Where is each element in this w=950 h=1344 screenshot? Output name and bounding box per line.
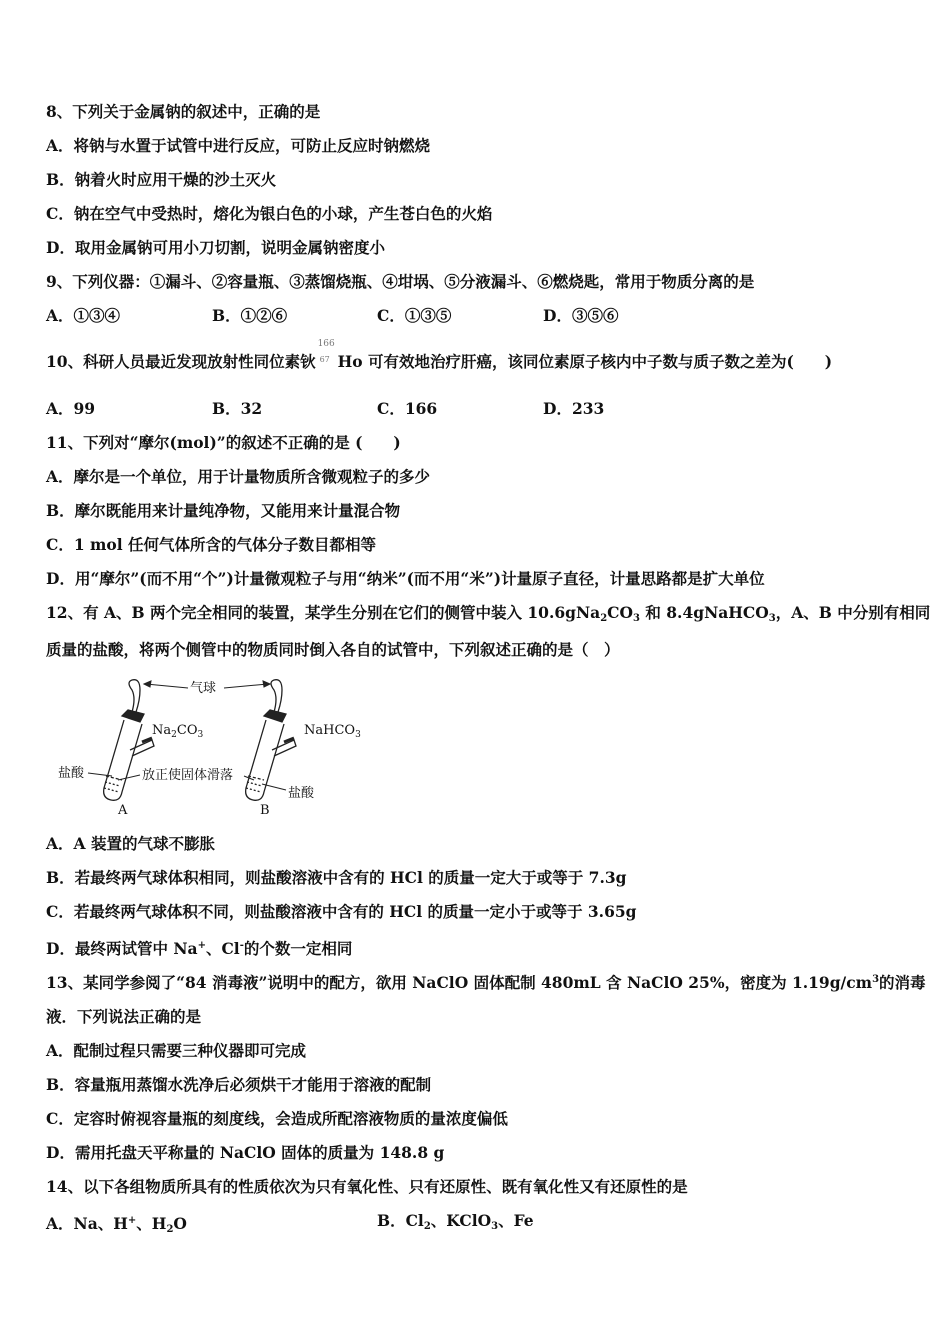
- na2co3-text-a: Na: [152, 723, 172, 738]
- q9-option-d: D．③⑤⑥: [543, 306, 619, 325]
- q12-option-d-text2: 、Cl: [205, 939, 240, 958]
- apparatus-label-a: A: [118, 803, 128, 818]
- q12-stem-sub1: 2: [600, 613, 608, 624]
- q14-option-a-sup: +: [127, 1215, 137, 1226]
- q14-option-b: [377, 1211, 534, 1237]
- q10-option-c: C．166: [377, 399, 438, 418]
- nahco3-label: [304, 723, 361, 740]
- q12-option-d-sup1: +: [197, 940, 206, 951]
- q13-stem-text1: 13、某同学参阅了“84 消毒液”说明中的配方，欲用 NaClO 固体配制 480mL 含 NaClO 25%，密度为 1.19g/cm: [46, 973, 873, 992]
- atomic-number: 67: [319, 355, 330, 364]
- q11-option-d: D．用“摩尔”(而不用“个”)计量微观粒子与用“纳米”(而不用“米”)计量原子直径，计量思路都是扩大单位: [46, 569, 765, 588]
- q12-stem-text2: CO: [607, 603, 634, 622]
- q12-option-c: C．若最终两气球体积不同，则盐酸溶液中含有的 HCl 的质量一定小于或等于 3.65g: [46, 902, 637, 921]
- q12-option-a: A．A 装置的气球不膨胀: [46, 834, 215, 853]
- apparatus-figure: [54, 676, 374, 826]
- na2co3-sub-1: 2: [171, 730, 177, 740]
- q9-option-c: C．①③⑤: [377, 306, 452, 325]
- test-tube-b: [246, 680, 296, 801]
- q14-option-a-text2: 、H: [136, 1214, 167, 1233]
- q14-option-a-sub: 2: [166, 1224, 174, 1235]
- q14-option-b-text1: B．Cl: [377, 1211, 424, 1230]
- q11-stem: 11、下列对“摩尔(mol)”的叙述不正确的是 ( ): [46, 433, 401, 452]
- mass-number: 166: [317, 339, 335, 349]
- q13-stem-sup: 3: [872, 974, 880, 985]
- nahco3-sub: 3: [355, 730, 361, 740]
- nahco3-text: NaHCO: [304, 723, 356, 738]
- q12-stem-sub2: 3: [633, 613, 640, 624]
- q14-option-a: [46, 1211, 187, 1240]
- q11-option-b: B．摩尔既能用来计量纯净物，又能用来计量混合物: [46, 501, 401, 520]
- q12-option-b: B．若最终两气球体积相同，则盐酸溶液中含有的 HCl 的质量一定大于或等于 7.3g: [46, 868, 627, 887]
- apparatus-label-b: B: [260, 803, 270, 818]
- q13-option-a: A．配制过程只需要三种仪器即可完成: [46, 1041, 307, 1060]
- q13-option-c: C．定容时俯视容量瓶的刻度线，会造成所配溶液物质的量浓度偏低: [46, 1109, 508, 1128]
- q14-option-a-text3: O: [173, 1214, 187, 1233]
- q8-option-d: D．取用金属钠可用小刀切割，说明金属钠密度小: [46, 238, 385, 257]
- q13-stem-line1: [46, 970, 926, 993]
- na2co3-text-b: CO: [176, 723, 198, 738]
- q13-stem-text2: 的消毒: [879, 973, 926, 992]
- q12-option-d-text3: 的个数一定相同: [243, 939, 353, 958]
- q9-option-b: B．①②⑥: [212, 306, 288, 325]
- q14-option-b-sub2: 3: [491, 1221, 499, 1232]
- q12-stem-line1: [46, 603, 930, 629]
- q14-option-b-text2: 、KClO: [430, 1211, 492, 1230]
- q11-option-c: C．1 mol 任何气体所含的气体分子数目都相等: [46, 535, 377, 554]
- q12-stem-sub3: 3: [768, 613, 776, 624]
- q13-option-d: D．需用托盘天平称量的 NaClO 固体的质量为 148.8 g: [46, 1143, 445, 1162]
- q11-option-a: A．摩尔是一个单位，用于计量物质所含微观粒子的多少: [46, 467, 431, 486]
- q9-stem: 9、下列仪器：①漏斗、②容量瓶、③蒸馏烧瓶、④坩埚、⑤分液漏斗、⑥燃烧匙，常用于物质分离的是: [46, 272, 755, 291]
- q10-option-b: B．32: [212, 399, 263, 418]
- q12-option-d: [46, 936, 352, 959]
- q14-stem: 14、以下各组物质所具有的性质依次为只有氧化性、只有还原性、既有氧化性又有还原性的是: [46, 1177, 688, 1196]
- q8-option-c: C．钠在空气中受热时，熔化为银白色的小球，产生苍白色的火焰: [46, 204, 493, 223]
- na2co3-sub-2: 3: [197, 730, 204, 740]
- q12-stem-text4: ，A、B 中分别有相同: [775, 603, 931, 622]
- q13-option-b: B．容量瓶用蒸馏水洗净后必须烘干才能用于溶液的配制: [46, 1075, 432, 1094]
- q12-stem-line2: 质量的盐酸，将两个侧管中的物质同时倒入各自的试管中，下列叙述正确的是（ ）: [46, 640, 620, 659]
- q12-option-d-text1: D．最终两试管中 Na: [46, 939, 198, 958]
- q8-option-b: B．钠着火时应用干燥的沙土灭火: [46, 170, 277, 189]
- q10-stem: [46, 339, 833, 372]
- q12-stem-text3: 和 8.4gNaHCO: [639, 603, 769, 622]
- q10-stem-part2: Ho 可有效地治疗肝癌，该同位素原子核内中子数与质子数之差为( ): [337, 352, 833, 371]
- q14-option-b-sub1: 2: [423, 1221, 431, 1232]
- hcl-label-right: 盐酸: [288, 786, 315, 801]
- q8-option-a: A．将钠与水置于试管中进行反应，可防止反应时钠燃烧: [46, 136, 431, 155]
- q10-option-d: D．233: [543, 399, 605, 418]
- q14-option-b-text3: 、Fe: [498, 1211, 534, 1230]
- balloon-label: 气球: [190, 681, 217, 696]
- q14-option-a-text1: A．Na、H: [46, 1214, 128, 1233]
- hcl-label-left: 盐酸: [58, 766, 85, 781]
- q12-stem-text1: 12、有 A、B 两个完全相同的装置，某学生分别在它们的侧管中装入 10.6gNa: [46, 603, 601, 622]
- nuclide-symbol: [316, 339, 338, 372]
- q13-stem-line2: 液．下列说法正确的是: [46, 1007, 202, 1026]
- q8-stem: 8、下列关于金属钠的叙述中，正确的是: [46, 102, 321, 121]
- q10-stem-part1: 10、科研人员最近发现放射性同位素钬: [46, 352, 316, 371]
- q9-option-a: A．①③④: [46, 306, 121, 325]
- instruction-label: 放正使固体滑落: [142, 768, 234, 783]
- q10-option-a: A．99: [46, 399, 96, 418]
- na2co3-label: [152, 723, 203, 740]
- q12-option-d-sup2: -: [239, 940, 244, 951]
